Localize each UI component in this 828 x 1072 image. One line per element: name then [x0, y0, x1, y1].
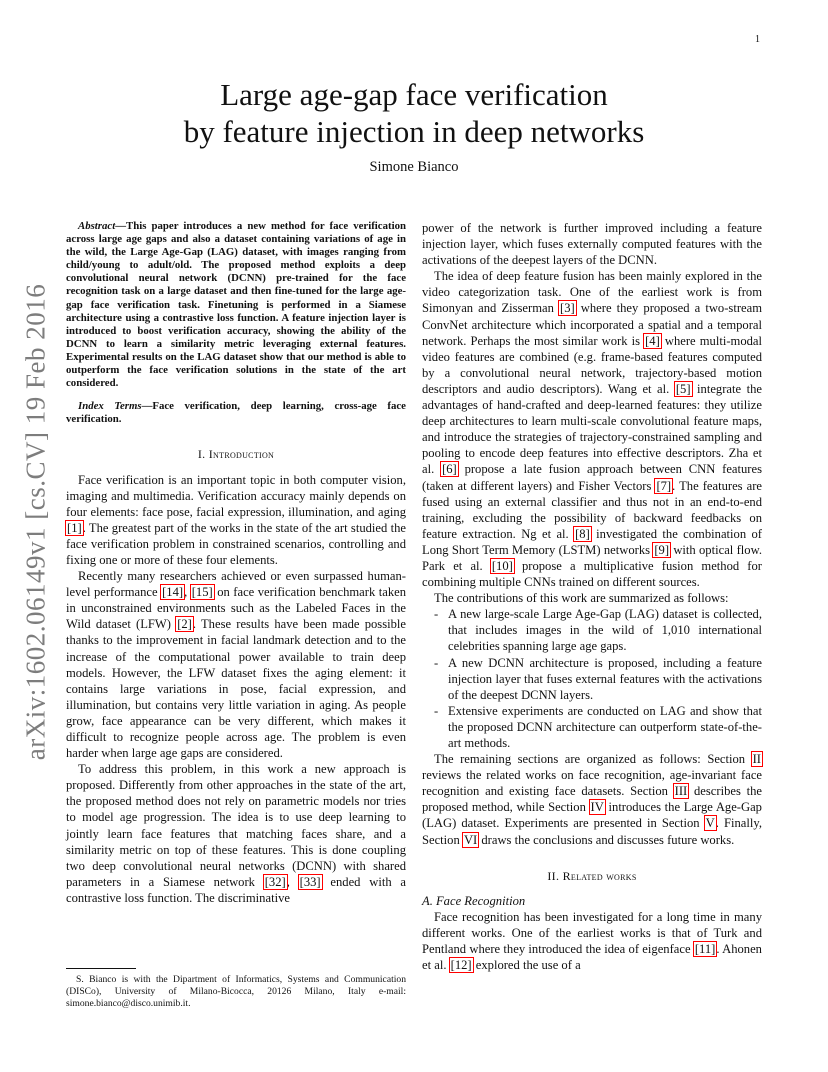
title-line-1: Large age-gap face verification [220, 77, 608, 112]
citation-link[interactable]: [14] [162, 585, 184, 600]
right-paragraph-1: power of the network is further improved including a feature injection layer, which fuses externally computed features with the activations of the deepest layers of the DCNN. [422, 221, 762, 268]
left-column [66, 220, 406, 906]
list-item: - Extensive experiments are conducted on LAG and show that the proposed DCNN architecture can outperform state-of-the-art methods. [434, 703, 762, 750]
citation-link[interactable]: [3] [560, 301, 575, 316]
section-heading-introduction: I. Introduction [197, 447, 275, 462]
page-number: 1 [755, 34, 760, 45]
title-line-2: by feature injection in deep networks [183, 114, 645, 149]
right-paragraph-4: The remaining sections are organized as follows: Section II reviews the related works on face recognition, age-invariant face recognition and existing face datasets. Section III describes the proposed method, while Section IV introduces the Large Age-Gap (LAG) dataset. Experiments are presented in Section V. Finally, Section VI draws the conclusions and discusses future works. [422, 752, 763, 847]
section-reference-link[interactable]: IV [590, 800, 604, 815]
citation-link[interactable]: [2] [177, 617, 192, 632]
citation-link[interactable]: [1] [67, 520, 82, 535]
list-item: - A new DCNN architecture is proposed, including a feature injection layer that fuses external features with the activations of the deepest DCNN layers. [434, 655, 762, 702]
author-footnote: S. Bianco is with the Dipartment of Informatics, Systems and Communication (DISCo), University of Milano-Bicocca, 20126 Milano, Italy e-mail: simone.bianco@disco.unimib.it. [66, 974, 406, 1009]
citation-link[interactable]: [12] [450, 958, 472, 973]
intro-paragraph-2: Recently many researchers achieved or even surpassed human-level performance [14], [15] on face verification benchmark taken in unconstrained environments such as the Labeled Faces in the Wild dataset (LFW) [2]. These results have been made possible thanks to the improvement in facial landmark detection and to the increase of the computational power available to train deep models. However, the LFW dataset fixes the aging element: it contains large variations in pose, facial expression, and illumination, but contains very little variation in aging. As people grow, face appearance can be very different, which makes it difficult to recognize people across age. The problem is even harder when large age gaps are considered. [66, 569, 407, 761]
abstract-text: —This paper introduces a new method for face verification across large age gaps and also a dataset containing variations of age in the wild, the Large Age-Gap (LAG) dataset, with images ranging from child/young to adult/old. The proposed method exploits a deep convolutional neural network (DCNN) pre-trained for the face recognition task on a large dataset and then fine-tuned for the large age-gap face verification task. Finetuning is performed in a Siamese architecture using a contrastive loss function. A feature injection layer is introduced to boost verification accuracy, showing the ability of the DCNN to learn a similarity metric leveraging external features. Experimental results on the LAG dataset show that our method is able to outperform the face verification solutions in the state of the art considered. [66, 220, 406, 390]
citation-link[interactable]: [33] [299, 874, 321, 889]
citation-link[interactable]: [15] [191, 585, 213, 600]
citation-link[interactable]: [32] [264, 874, 286, 889]
section-reference-link[interactable]: II [752, 752, 761, 767]
citation-link[interactable]: [6] [442, 462, 457, 477]
citation-link[interactable]: [7] [656, 478, 672, 493]
section-heading-related-works: II. Related works [547, 868, 637, 883]
citation-link[interactable]: [5] [675, 381, 691, 396]
citation-link[interactable]: [4] [645, 333, 660, 348]
subsection-heading-face-recognition: A. Face Recognition [422, 893, 526, 908]
author-name: Simone Bianco [369, 159, 459, 175]
abstract-lead: Abstract [78, 220, 116, 232]
index-terms-lead: Index Terms [78, 400, 142, 413]
section-reference-link[interactable]: VI [463, 832, 478, 847]
citation-link[interactable]: [8] [575, 526, 590, 541]
intro-paragraph-3: To address this problem, in this work a new approach is proposed. Differently from other approaches in the state of the art, the proposed method does not rely on parametric models nor tries to model age progression. The idea is to use deep learning to jointly learn face features that matching faces share, and a similarity metric on top of these features. This is done coupling two deep convolutional neural networks (DCNN) with shared parameters in a Siamese network [32], [33] ended with a contrastive loss function. The discriminative [66, 762, 406, 905]
contributions-intro: The contributions of this work are summarized as follows: [434, 591, 729, 606]
citation-link[interactable]: [11] [694, 942, 716, 957]
arxiv-identifier-stamp[interactable]: arXiv:1602.06149v1 [cs.CV] 19 Feb 2016 [20, 283, 51, 761]
index-terms [66, 400, 406, 426]
abstract [66, 220, 406, 390]
paper-title [0, 76, 828, 150]
bullet-dash: - [434, 703, 439, 718]
section-reference-link[interactable]: III [674, 784, 688, 799]
contributions-list [422, 606, 762, 751]
right-column [422, 220, 762, 973]
citation-link[interactable]: [10] [491, 558, 513, 573]
right-paragraph-2: The idea of deep feature fusion has been mainly explored in the video categorization task. One of the earliest work is from Simonyan and Zisserman [3] where they proposed a two-stream ConvNet architecture which incorporated a spatial and a temporal network. Perhaps the most similar work is [4] where multi-modal video features are combined (e.g. frame-based features computed by a convolutional neural network, trajectory-based motion descriptors and audio descriptors). Wang et al. [5] integrate the advantages of hand-crafted and deep-learned features: they utilize deep architectures to learn multi-scale convolutional feature maps, and introduce the strategies of trajectory-constrained sampling and pooling to encode deep features into effective descriptors. Zha et al. [6] propose a late fusion approach between CNN features (taken at different layers) and Fisher Vectors [7]. The features are fused using an external classifier and thus not in an end-to-end training, excluding the possibility of backward feedbacks on feature extraction. Ng et al. [8] investigated the combination of Long Short Term Memory (LSTM) networks [9] with optical flow. Park et al. [10] propose a multiplicative fusion method for combining multiple CNNs trained on different sources. [422, 269, 762, 590]
right-paragraph-5: Face recognition has been investigated for a long time in many different works. One of the earliest works is that of Turk and Pentland where they introduced the idea of eigenface [11]. Ahonen et al. [12] explored the use of a [422, 909, 762, 973]
citation-link[interactable]: [9] [654, 542, 670, 557]
bullet-dash: - [434, 655, 439, 670]
index-terms-text: —Face verification, deep learning, cross-age face verification. [66, 400, 406, 426]
intro-paragraph-1: Face verification is an important topic in both computer vision, imaging and multimedia. Verification accuracy mainly depends on four elements: face pose, facial expression, illumination, and aging [1]. The greatest part of the works in the state of the art studied the face verification problem in constrained scenarios, controlling and fixing one or more of these four elements. [66, 472, 406, 567]
section-reference-link[interactable]: V [705, 816, 715, 831]
footnote-divider [66, 968, 136, 969]
bullet-dash: - [434, 607, 439, 622]
list-item: - A new large-scale Large Age-Gap (LAG) dataset is collected, that includes images in the wild of 1,010 international celebrities spanning large age gaps. [434, 607, 762, 654]
